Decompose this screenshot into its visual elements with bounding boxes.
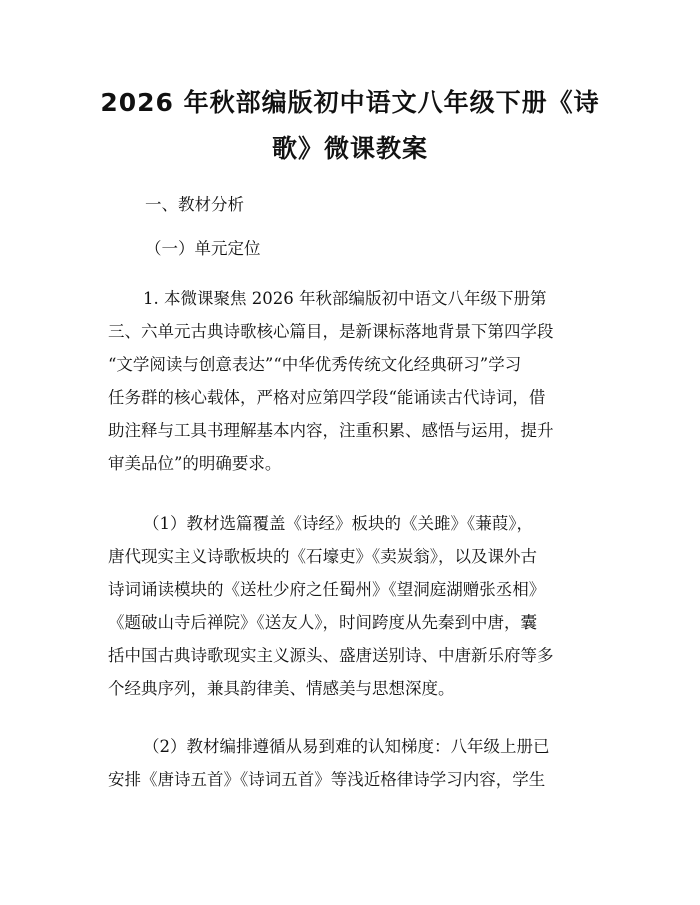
- section-heading: 一、教材分析: [145, 195, 244, 214]
- paragraph-text-selection: [108, 507, 608, 705]
- paragraph-line: 《题破山寺后禅院》《送友人》，时间跨度从先秦到中唐，囊: [108, 613, 537, 632]
- paragraph-line: 审美品位”的明确要求。: [108, 454, 282, 473]
- document-title-line-1: 2026 年秋部编版初中语文八年级下册《诗: [100, 88, 600, 117]
- subsection-heading: （一）单元定位: [145, 239, 261, 258]
- paragraph-text-arrangement: [108, 730, 608, 796]
- paragraph-line: 唐代现实主义诗歌板块的《石壕吏》《卖炭翁》，以及课外古: [108, 547, 537, 566]
- paragraph-line: 三、六单元古典诗歌核心篇目，是新课标落地背景下第四学段: [108, 322, 554, 341]
- paragraph-unit-positioning: [108, 282, 608, 480]
- paragraph-line: （2）教材编排遵循从易到难的认知梯度：八年级上册已: [143, 737, 550, 756]
- paragraph-line: 任务群的核心载体，严格对应第四学段“能诵读古代诗词，借: [108, 388, 546, 407]
- paragraph-line: 安排《唐诗五首》《诗词五首》等浅近格律诗学习内容，学生: [108, 770, 546, 789]
- paragraph-line: （1）教材选篇覆盖《诗经》板块的《关雎》《蒹葭》，: [143, 514, 533, 533]
- paragraph-line: 括中国古典诗歌现实主义源头、盛唐送别诗、中唐新乐府等多: [108, 646, 554, 665]
- document-title-line-2: 歌》微课教案: [271, 134, 428, 163]
- paragraph-line: 助注释与工具书理解基本内容，注重积累、感悟与运用，提升: [108, 421, 554, 440]
- paragraph-line: 诗词诵读模块的《送杜少府之任蜀州》《望洞庭湖赠张丞相》: [108, 580, 546, 599]
- paragraph-line: 个经典序列，兼具韵律美、情感美与思想深度。: [108, 679, 455, 698]
- paragraph-line: 1. 本微课聚焦 2026 年秋部编版初中语文八年级下册第: [143, 289, 547, 308]
- paragraph-line: “文学阅读与创意表达”“中华优秀传统文化经典研习”学习: [108, 355, 522, 374]
